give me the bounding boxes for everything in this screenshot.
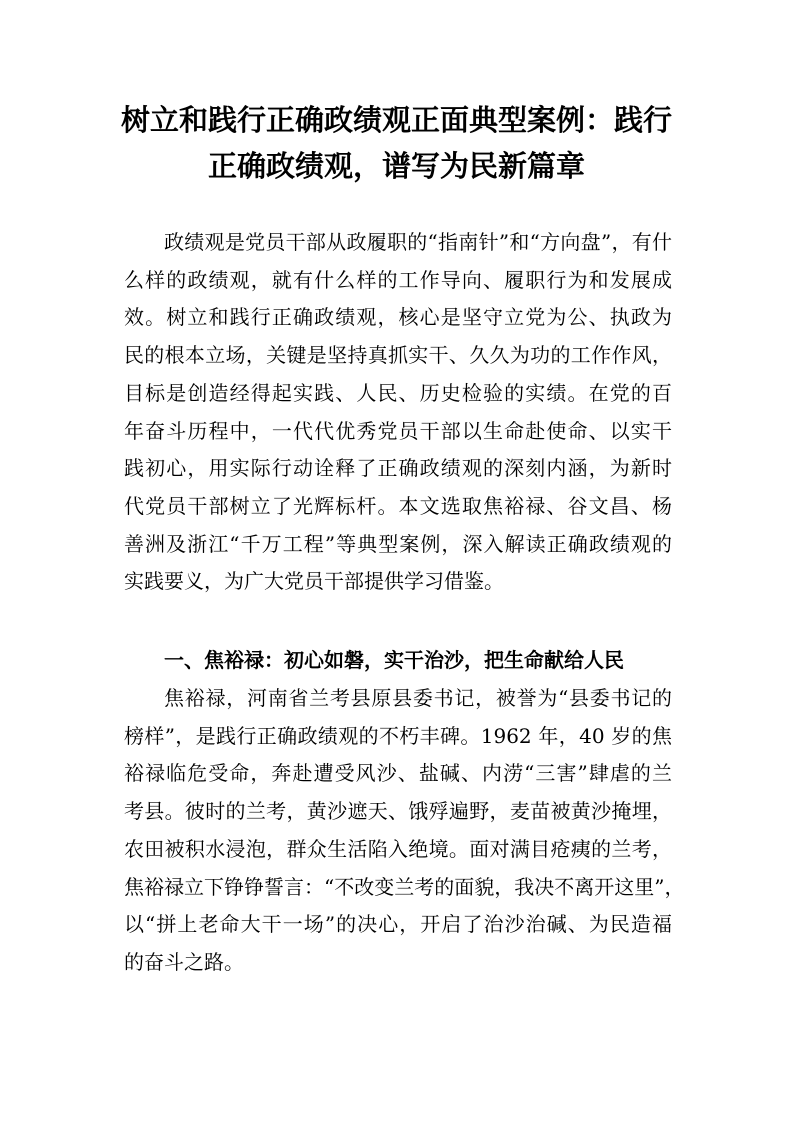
document-title-line-1: 树立和践行正确政绩观正面典型案例：践行: [120, 103, 672, 137]
paragraph-line: 以“拼上老命大干一场”的决心，开启了治沙治碱、为民造福: [124, 912, 672, 937]
paragraph-line: 代党员干部树立了光辉标杆。本文选取焦裕禄、谷文昌、杨: [124, 493, 672, 518]
paragraph-line: 政绩观是党员干部从政履职的“指南针”和“方向盘”，有什: [164, 230, 672, 254]
paragraph-line: 焦裕禄，河南省兰考县原县委书记，被誉为“县委书记的: [164, 686, 672, 710]
section1-paragraph: [124, 680, 685, 982]
paragraph-line: 目标是创造经得起实践、人民、历史检验的实绩。在党的百: [124, 380, 672, 405]
section-heading: 一、焦裕禄：初心如磐，实干治沙，把生命献给人民: [164, 648, 624, 672]
paragraph-line: 践初心，用实际行动诠释了正确政绩观的深刻内涵，为新时: [124, 456, 672, 481]
paragraph-line: 考县。彼时的兰考，黄沙遮天、饿殍遍野，麦苗被黄沙掩埋，: [124, 799, 672, 824]
paragraph-line: 善洲及浙江“千万工程”等典型案例，深入解读正确政绩观的: [124, 531, 672, 556]
document-title-line-2: 正确政绩观，谱写为民新篇章: [207, 149, 585, 183]
paragraph-line: 榜样”，是践行正确政绩观的不朽丰碑。1962 年，40 岁的焦: [124, 723, 672, 748]
intro-paragraph: [124, 224, 672, 601]
paragraph-line: 焦裕禄立下铮铮誓言：“不改变兰考的面貌，我决不离开这里”，: [124, 874, 685, 899]
paragraph-line: 效。树立和践行正确政绩观，核心是坚守立党为公、执政为: [124, 305, 672, 330]
paragraph-line: 的奋斗之路。: [124, 949, 244, 974]
paragraph-line: 民的根本立场，关键是坚持真抓实干、久久为功的工作作风，: [124, 343, 672, 368]
paragraph-line: 么样的政绩观，就有什么样的工作导向、履职行为和发展成: [124, 267, 672, 292]
paragraph-line: 农田被积水浸泡，群众生活陷入绝境。面对满目疮痍的兰考，: [124, 836, 672, 861]
paragraph-line: 年奋斗历程中，一代代优秀党员干部以生命赴使命、以实干: [124, 418, 672, 443]
paragraph-line: 实践要义，为广大党员干部提供学习借鉴。: [124, 569, 504, 594]
paragraph-line: 裕禄临危受命，奔赴遭受风沙、盐碱、内涝“三害”肆虐的兰: [124, 761, 672, 786]
